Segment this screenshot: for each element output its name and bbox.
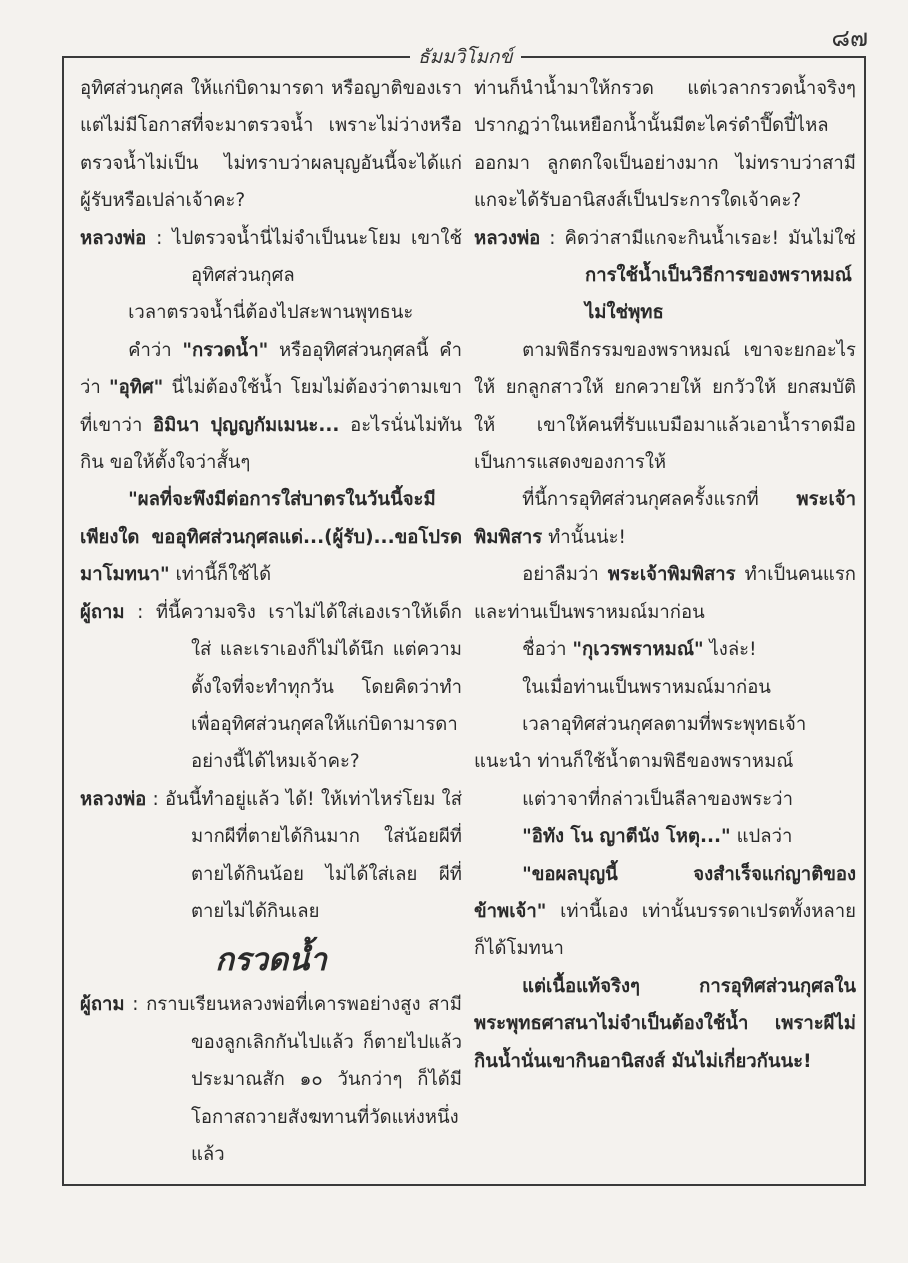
paragraph: แต่เนื้อแท้จริงๆ การอุทิศส่วนกุศลในพระพุทธศาสนาไม่จำเป็นต้องใช้น้ำ เพราะผีไม่กินน้ำนั่นเขากินอานิสงส์ มันไม่เกี่ยวกันนะ! — [474, 975, 856, 1072]
left-column — [80, 70, 462, 1173]
text-run: แปลว่า — [730, 826, 793, 848]
dialogue-text: : ที่นี้ความจริง เราไม่ได้ใส่เองเราให้เด็กใส่ และเราเองก็ไม่ได้นึก แต่ความตั้งใจที่จะทำทุกวัน โดยคิดว่าทำเพื่ออุทิศส่วนกุศลให้แก่บิดามารดา อย่างนี้ได้ไหมเจ้าคะ? — [137, 601, 462, 773]
speaker-label: ผู้ถาม — [80, 994, 125, 1016]
paragraph: ตามพิธีกรรมของพราหมณ์ เขาจะยกอะไรให้ ยกลูกสาวให้ ยกควายให้ ยกวัวให้ ยกสมบัติให้ เขาให้คนที่รับแบมือมาแล้วเอาน้ำราดมือ เป็นการแสดงของการให้ — [474, 339, 856, 474]
dialogue-paragraph — [80, 781, 462, 931]
dialogue-paragraph — [80, 594, 462, 781]
text-run: ทำนั้นน่ะ! — [542, 526, 626, 548]
text-run: เท่านี้ก็ใช้ได้ — [169, 564, 272, 586]
bold-quote: "อิทัง โน ญาตีนัง โหตุ..." — [522, 826, 731, 848]
text-run: ไงล่ะ! — [703, 639, 757, 661]
dialogue-paragraph — [80, 220, 462, 295]
paragraph: อุทิศส่วนกุศล ให้แก่บิดามารดา หรือญาติของเรา แต่ไม่มีโอกาสที่จะมาตรวจน้ำ เพราะไม่ว่างหรือตรวจน้ำไม่เป็น ไม่ทราบว่าผลบุญอันนี้จะได้แก่ผู้รับหรือเปล่าเจ้าคะ? — [80, 78, 462, 212]
paragraph: เวลาอุทิศส่วนกุศลตามที่พระพุทธเจ้าแนะนำ ท่านก็ใช้น้ำตามพิธีของพราหมณ์ — [474, 713, 807, 773]
bold-term: "กรวดน้ำ" — [182, 339, 269, 361]
paragraph — [474, 856, 856, 968]
dialogue-text: : คิดว่าสามีแกจะกินน้ำเรอะ! มันไม่ใช่ — [549, 227, 856, 249]
text-run: นี่ไม่ต้องใช้น้ำ โยมไม่ต้องว่าตามเขา ที่เขาว่า — [80, 377, 462, 436]
text-run: อย่าลืมว่า — [522, 564, 608, 586]
speaker-label: หลวงพ่อ — [80, 227, 147, 249]
paragraph — [474, 556, 856, 631]
paragraph — [474, 818, 856, 855]
paragraph — [80, 332, 462, 482]
dialogue-text: : ไปตรวจน้ำนี่ไม่จำเป็นนะโยม เขาใช้อุทิศส่วนกุศล — [156, 227, 462, 287]
paragraph: เวลาตรวจน้ำนี่ต้องไปสะพานพุทธนะ — [128, 302, 414, 324]
speaker-label: หลวงพ่อ — [474, 227, 541, 249]
text-run: ทำเป็นคนแรก และท่านเป็นพราหมณ์มาก่อน — [474, 564, 856, 623]
paragraph — [474, 631, 856, 668]
right-column — [474, 70, 856, 1080]
running-header: ธัมมวิโมกข์ — [410, 42, 521, 72]
speaker-label: หลวงพ่อ — [80, 788, 147, 810]
bold-term: อิมินา ปุญญกัมเมนะ... — [153, 414, 340, 436]
dialogue-paragraph — [474, 220, 856, 332]
bold-term: พระเจ้าพิมพิสาร — [607, 564, 736, 586]
section-title: กรวดน้ำ — [215, 942, 327, 979]
bold-term: พระเจ้าพิมพิสาร — [474, 489, 856, 548]
dialogue-text: : อันนี้ทำอยู่แล้ว ได้! ให้เท่าไหร่โยม ใส่มากผีที่ตายได้กินมาก ใส่น้อยผีที่ตายได้กินน้อย ไม่ได้ใส่เลย ผีที่ตายไม่ได้กินเลย — [152, 788, 462, 922]
bold-quote: "ผลที่จะพึงมีต่อการใส่บาตรในวันนี้จะมีเพียงใด ขออุทิศส่วนกุศลแด่...(ผู้รับ)...ขอโปรดมาโมทนา" — [80, 489, 462, 586]
dialogue-text: : กราบเรียนหลวงพ่อที่เคารพอย่างสูง สามีของลูกเลิกกันไปแล้ว ก็ตายไปแล้ว ประมาณสัก ๑๐ วันกว่าๆ ก็ได้มีโอกาสถวายสังฆทานที่วัดแห่งหนึ่ง แล้ว — [132, 994, 462, 1165]
text-run: อะไรนั่นไม่ทันกิน ขอให้ตั้งใจว่าสั้นๆ — [80, 414, 462, 474]
paragraph: ท่านก็นำน้ำมาให้กรวด แต่เวลากรวดน้ำจริงๆ ปรากฏว่าในเหยือกน้ำนั้นมีตะไคร่ดำปี๊ดปี๋ไหลออกมา ลูกตกใจเป็นอย่างมาก ไม่ทราบว่าสามีแกจะได้รับอานิสงส์เป็นประการใดเจ้าคะ? — [474, 78, 856, 212]
paragraph: แต่วาจาที่กล่าวเป็นลีลาของพระว่า — [522, 788, 793, 810]
bold-quote: "ขอผลบุญนี้ จงสำเร็จแก่ญาติของข้าพเจ้า" — [474, 863, 856, 922]
text-run: ที่นี้การอุทิศส่วนกุศลครั้งแรกที่ — [522, 489, 797, 511]
page-number: ๘๗ — [831, 24, 868, 52]
bold-term: "กุเวรพราหมณ์" — [572, 639, 704, 661]
text-run: หรืออุทิศส่วนกุศลนี้ คำว่า — [80, 339, 463, 399]
bold-term: การใช้น้ำเป็นวิธีการของพราหมณ์ ไม่ใช่พุทธ — [585, 265, 852, 324]
paragraph — [474, 481, 856, 556]
bold-term: "อุทิศ" — [108, 377, 164, 399]
paragraph — [80, 481, 462, 593]
dialogue-paragraph — [80, 986, 462, 1173]
paragraph: ในเมื่อท่านเป็นพราหมณ์มาก่อน — [522, 676, 771, 698]
text-run: ชื่อว่า — [522, 639, 573, 661]
text-run: เท่านี้เอง เท่านั้นบรรดาเปรตทั้งหลายก็ได้โมทนา — [474, 900, 856, 960]
speaker-label: ผู้ถาม — [80, 601, 125, 623]
text-run: คำว่า — [128, 339, 183, 361]
